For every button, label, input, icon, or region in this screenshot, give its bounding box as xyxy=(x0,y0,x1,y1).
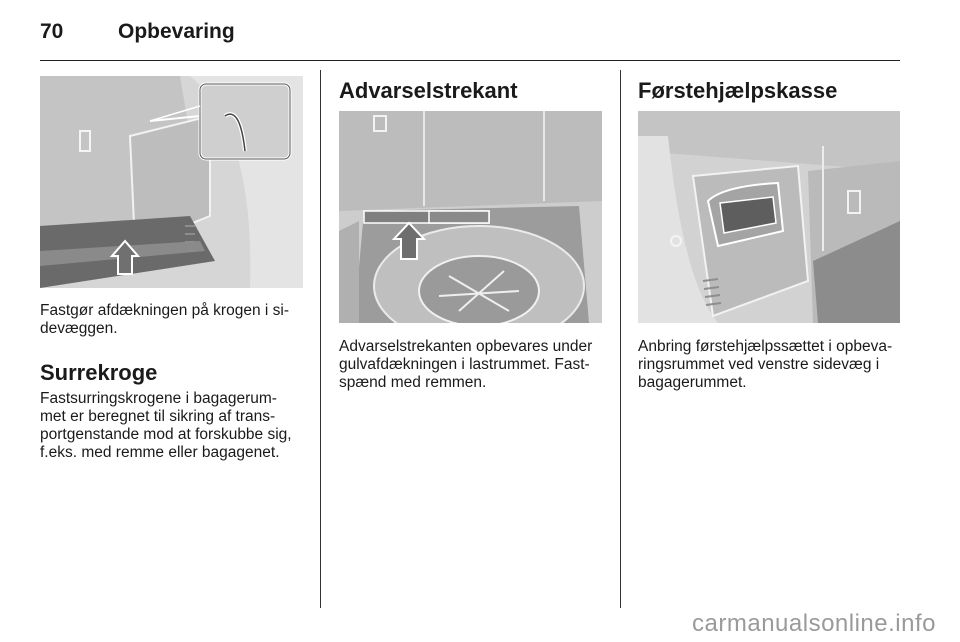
surrekroge-heading: Surrekroge xyxy=(40,360,158,385)
first-aid-kit-illustration xyxy=(638,111,900,323)
foerstehjaelpskasse-text: Anbring førstehjælpssættet i opbeva- ringsrummet ved venstre sidevæg i bagagerummet. xyxy=(638,338,893,391)
advarselstrekant-heading: Advarselstrekant xyxy=(339,78,518,103)
page-header xyxy=(40,16,900,52)
header-rule xyxy=(40,60,900,61)
trunk-cover-hook-illustration xyxy=(40,76,303,288)
advarselstrekant-text: Advarselstrekanten opbevares under gulvafdækningen i lastrummet. Fast- spænd med remmen. xyxy=(339,338,593,391)
foerstehjaelpskasse-heading: Førstehjælpskasse xyxy=(638,78,838,103)
chapter-title: Opbevaring xyxy=(118,20,235,43)
warning-triangle-illustration xyxy=(339,111,602,323)
hook-caption: Fastgør afdækningen på krogen i si- devæggen. xyxy=(40,302,289,337)
watermark: carmanualsonline.info xyxy=(692,610,936,637)
page-number: 70 xyxy=(40,20,64,43)
column-divider xyxy=(620,70,621,608)
surrekroge-text: Fastsurringskrogene i bagagerum- met er beregnet til sikring af trans- portgenstande mod at forskubbe sig, f.eks. med remme eller bagagenet. xyxy=(40,390,292,461)
column-divider xyxy=(320,70,321,608)
